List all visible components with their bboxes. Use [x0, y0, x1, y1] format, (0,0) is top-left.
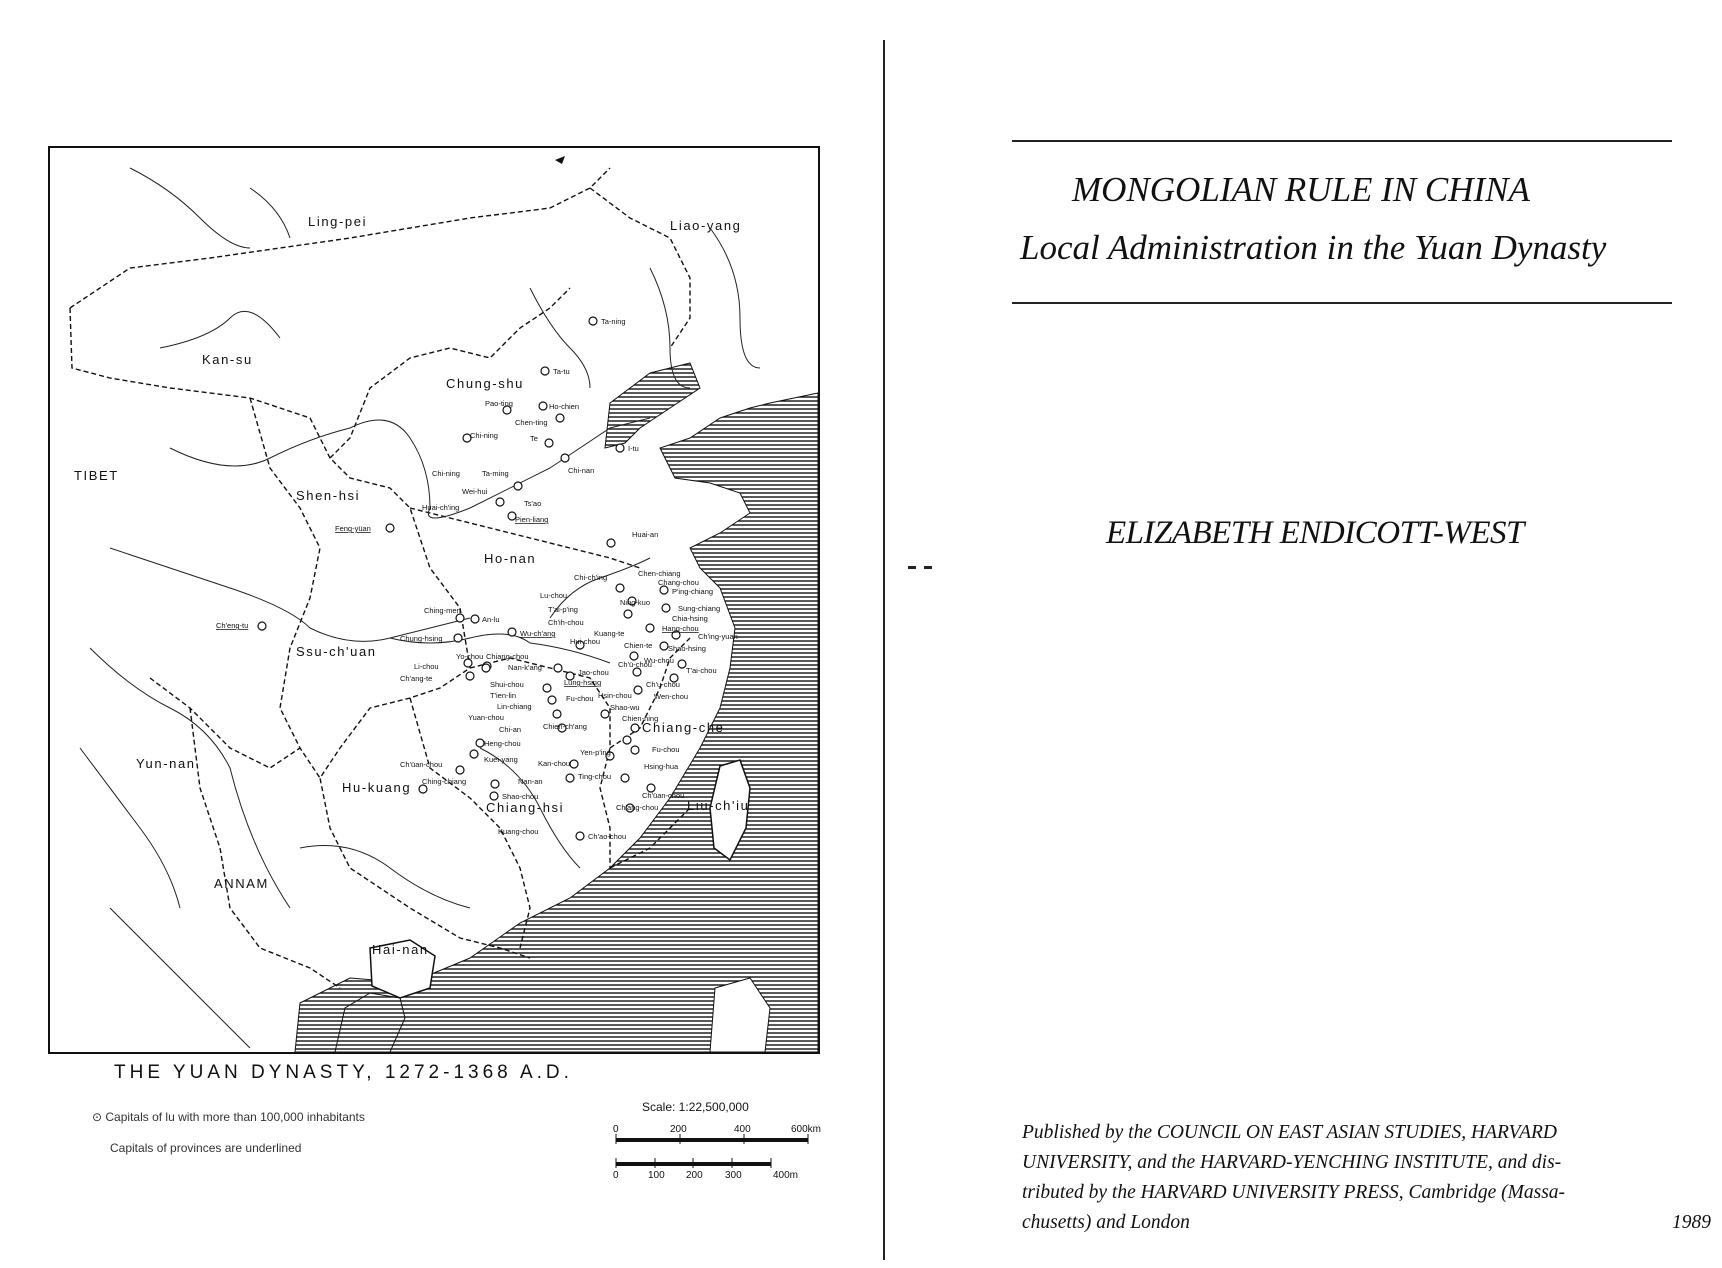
city-nankang: Nan-k'ang — [508, 663, 542, 672]
city-chiching: Chi-ch'ing — [574, 573, 608, 582]
city-ningkuo: Ning-kuo — [620, 598, 651, 607]
mi-tick-0: 0 — [613, 1170, 619, 1181]
city-chienning: Chien-ning — [622, 714, 659, 723]
book-title: MONGOLIAN RULE IN CHINA — [1072, 170, 1530, 209]
map-caption: THE YUAN DYNASTY, 1272-1368 A.D. — [114, 1062, 573, 1083]
city-chihsing: Chia-hsing — [672, 614, 708, 623]
city-chiente: Chien-te — [624, 641, 653, 650]
city-taichou: T'ai-chou — [686, 666, 717, 675]
city-lichou: Li-chou — [414, 662, 439, 671]
city-changchou3: Ch'ang-chou — [616, 803, 659, 812]
city-fuchou2: Fu-chou — [652, 745, 680, 754]
label-chungshu: Chung-shu — [446, 376, 524, 391]
city-wenchou: Wen-chou — [654, 692, 689, 701]
label-ssuchuan: Ssu-ch'uan — [296, 644, 377, 659]
city-yenping: Yen-p'ing — [580, 748, 611, 757]
scale-graphic — [608, 1100, 823, 1180]
city-changte: Ch'ang-te — [400, 674, 433, 683]
city-huichou: Hui-chou — [570, 637, 601, 646]
city-chuanchou: Ch'üan-chou — [400, 760, 443, 769]
city-lungheng: Lung-hsing — [564, 678, 602, 687]
city-ii: I-tu — [628, 444, 639, 453]
label-kansu: Kan-su — [202, 352, 253, 367]
city-wuchou: Wu-chou — [644, 656, 674, 665]
city-chuchou2: Ch'u-chou — [646, 680, 680, 689]
city-huaiching: Huai-ch'ing — [422, 503, 460, 512]
city-chihchou: Ch'ih-chou — [548, 618, 584, 627]
city-yochou: Yo-chou — [456, 652, 484, 661]
publisher-line-4 — [1022, 1208, 1722, 1238]
label-yunnan: Yun-nan — [136, 756, 196, 771]
city-tsao: Ts'ao — [524, 499, 542, 508]
city-chining1: Chi-ning — [470, 431, 498, 440]
map-drawing — [50, 148, 818, 1052]
legend-capitals — [92, 1110, 365, 1124]
city-hsinchou: Hsin-chou — [598, 691, 632, 700]
city-chingyuan: Ch'ing-yuan — [698, 632, 738, 641]
legend-provinces: Capitals of provinces are underlined — [110, 1141, 302, 1155]
city-chingmen: Ching-men — [424, 606, 461, 615]
city-chuanchou2: Ch'üan-chou — [642, 791, 685, 800]
city-changchou: Chang-chou — [658, 578, 699, 587]
city-kuangte: Kuang-te — [594, 629, 625, 638]
city-jaochou: Jao-chou — [578, 668, 609, 677]
title-page — [880, 0, 1711, 1268]
city-luchou: Lu-chou — [540, 591, 568, 600]
scale-title: Scale: 1:22,500,000 — [642, 1100, 749, 1114]
city-anlu: An-lu — [482, 615, 500, 624]
city-chingchiang: Ching-chiang — [422, 777, 467, 786]
legend-capitals-text: Capitals of lu with more than 100,000 inhabitants — [105, 1110, 365, 1124]
city-changchou2: Chiang-chou — [486, 652, 529, 661]
km-tick-200: 200 — [670, 1124, 687, 1135]
city-paoting: Pao-ting — [485, 399, 513, 408]
mi-tick-100: 100 — [648, 1170, 665, 1181]
mi-tick-400: 400m — [773, 1170, 799, 1181]
publisher-info — [1022, 1118, 1722, 1238]
label-annam: ANNAM — [214, 876, 269, 891]
label-liaoyang: Liao-yang — [670, 218, 742, 233]
city-shaochou: Shao-chou — [502, 792, 539, 801]
label-honan: Ho-nan — [484, 551, 537, 566]
city-chunghsing: Chung-hsing — [400, 634, 443, 643]
city-hangchou: Hang-chou — [662, 624, 699, 633]
km-tick-0: 0 — [613, 1124, 619, 1135]
publisher-line-3: tributed by the HARVARD UNIVERSITY PRESS, Cambridge (Massa- — [1022, 1182, 1566, 1203]
city-te: Te — [530, 434, 538, 443]
city-taming: Ta-ming — [482, 469, 509, 478]
city-fuchou: Fu-chou — [566, 694, 594, 703]
city-shaohsing: Shao-hsing — [668, 644, 706, 653]
city-chenchiang: Chen-chiang — [638, 569, 681, 578]
book-subtitle: Local Administration in the Yuan Dynasty — [1020, 228, 1607, 267]
city-wuchang: Wu-ch'ang — [520, 629, 556, 638]
publisher-line-1: Published by the COUNCIL ON EAST ASIAN STUDIES, HARVARD — [1022, 1122, 1557, 1143]
city-chian: Chi-an — [499, 725, 522, 734]
label-chianghsi: Chiang-hsi — [486, 800, 565, 815]
bohai-sea — [605, 363, 700, 448]
city-chienchang: Chien-ch'ang — [543, 722, 587, 731]
publisher-line-2: UNIVERSITY, and the HARVARD-YENCHING INSTITUTE, and dis- — [1022, 1152, 1562, 1173]
scale-bar — [608, 1100, 823, 1180]
city-weihui: Wei-hui — [462, 487, 488, 496]
yuan-dynasty-map — [48, 146, 820, 1054]
label-hukuang: Hu-kuang — [342, 780, 412, 795]
city-tatu: Ta-tu — [553, 367, 570, 376]
city-yuanchou: Yuan-chou — [468, 713, 504, 722]
bottom-rule — [1012, 302, 1672, 304]
city-nanan: Nan-an — [518, 777, 543, 786]
label-lingpei: Ling-pei — [308, 214, 368, 229]
top-rule — [1012, 140, 1672, 142]
city-hsinghua: Hsing-hua — [644, 762, 679, 771]
city-shaowu: Shao-wu — [610, 703, 640, 712]
km-tick-600: 600km — [791, 1124, 822, 1135]
city-kanchou: Kan-chou — [538, 759, 571, 768]
city-taiping: T'ai-p'ing — [548, 605, 578, 614]
city-taning: Ta-ning — [601, 317, 626, 326]
city-sungchiang: Sung-chiang — [678, 604, 721, 613]
label-chiangche: Chiang-che — [642, 720, 725, 735]
publication-year: 1989 — [1672, 1212, 1711, 1233]
label-hainan: Hai-nan — [372, 942, 429, 957]
city-pienliang: Pien-liang — [515, 515, 549, 524]
book-author: ELIZABETH ENDICOTT-WEST — [1106, 515, 1524, 551]
city-kueiyang: Kuei-yang — [484, 755, 518, 764]
city-chining2: Chi-ning — [432, 469, 460, 478]
km-tick-400: 400 — [734, 1124, 751, 1135]
city-chuchou: Ch'ü-chou — [618, 660, 652, 669]
city-pingchiang: P'ing-chiang — [672, 587, 714, 596]
city-tingchou: Ting-chou — [578, 772, 612, 781]
city-shuichou: Shui-chou — [490, 680, 524, 689]
city-tienlin: T'ien-lin — [490, 691, 517, 700]
city-hengchou: Heng-chou — [484, 739, 521, 748]
city-chengtu: Ch'eng-tu — [216, 621, 249, 630]
city-chaochou: Ch'ao-chou — [588, 832, 627, 841]
city-kuangchou: Kuang-chou — [498, 827, 539, 836]
mi-tick-200: 200 — [686, 1170, 703, 1181]
publisher-line-4-text: chusetts) and London — [1022, 1212, 1190, 1233]
city-chinan: Chi-nan — [568, 466, 595, 475]
city-huaian: Huai-an — [632, 530, 659, 539]
mi-tick-300: 300 — [725, 1170, 742, 1181]
label-shenhsi: Shen-hsi — [296, 488, 361, 503]
city-fengyuan: Feng-yüan — [335, 524, 371, 533]
city-chenting: Chen-ting — [515, 418, 548, 427]
label-tibet: TIBET — [74, 468, 119, 483]
label-liuchiu: Liu-ch'iu — [687, 798, 750, 813]
city-linchiang: Lin-chiang — [497, 702, 532, 711]
circle-marker-icon: ⊙ — [92, 1110, 106, 1124]
city-hochien: Ho-chien — [549, 402, 580, 411]
